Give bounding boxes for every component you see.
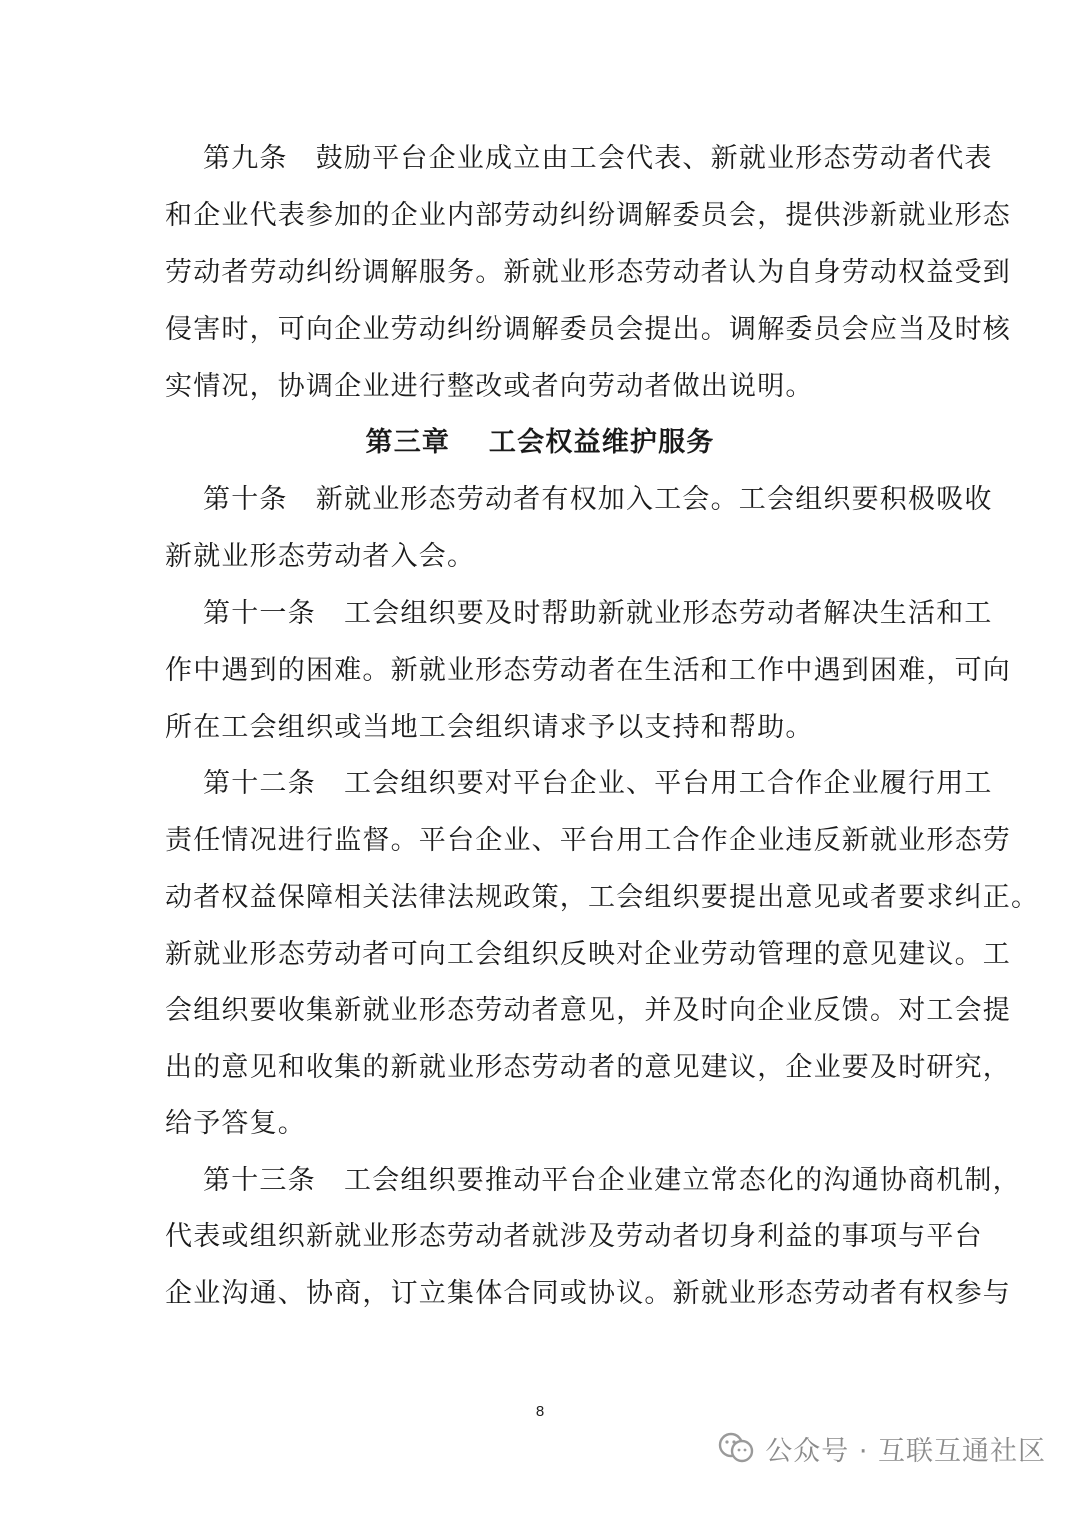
article-12-line-1: 第十二条 工会组织要对平台企业、平台用工合作企业履行用工 [203,768,993,799]
article-11-line-3: 所在工会组织或当地工会组织请求予以支持和帮助。 [165,712,814,743]
article-13-line-1: 第十三条 工会组织要推动平台企业建立常态化的沟通协商机制， [203,1165,1021,1196]
wechat-official-account-icon [717,1431,757,1465]
chapter-heading: 第三章 工会权益维护服务 [365,427,715,458]
article-9-line-4: 侵害时，可向企业劳动纠纷调解委员会提出。调解委员会应当及时核 [165,314,1011,345]
article-13-line-3: 企业沟通、协商，订立集体合同或协议。新就业形态劳动者有权参与 [165,1278,1011,1309]
article-10-line-1: 第十条 新就业形态劳动者有权加入工会。工会组织要积极吸收 [203,484,993,515]
article-12-line-6: 出的意见和收集的新就业形态劳动者的意见建议，企业要及时研究， [165,1052,1011,1083]
watermark-text: 公众号 · 互联互通社区 [765,1435,1046,1467]
article-12-line-4: 新就业形态劳动者可向工会组织反映对企业劳动管理的意见建议。工 [165,939,1011,970]
article-9-line-3: 劳动者劳动纠纷调解服务。新就业形态劳动者认为自身劳动权益受到 [165,257,1011,288]
article-11-line-2: 作中遇到的困难。新就业形态劳动者在生活和工作中遇到困难，可向 [165,655,1011,686]
article-12-line-5: 会组织要收集新就业形态劳动者意见，并及时向企业反馈。对工会提 [165,995,1011,1026]
page-number: 8 [535,1403,545,1420]
article-11-line-1: 第十一条 工会组织要及时帮助新就业形态劳动者解决生活和工 [203,598,993,629]
article-9-line-5: 实情况，协调企业进行整改或者向劳动者做出说明。 [165,371,814,402]
article-10-line-2: 新就业形态劳动者入会。 [165,541,476,572]
article-12-line-2: 责任情况进行监督。平台企业、平台用工合作企业违反新就业形态劳 [165,825,1011,856]
article-12-line-3: 动者权益保障相关法律法规政策，工会组织要提出意见或者要求纠正。 [165,882,1040,913]
article-9-line-2: 和企业代表参加的企业内部劳动纠纷调解委员会，提供涉新就业形态 [165,200,1011,231]
article-13-line-2: 代表或组织新就业形态劳动者就涉及劳动者切身利益的事项与平台 [165,1221,983,1252]
article-12-line-7: 给予答复。 [165,1108,306,1139]
watermark [717,1428,1046,1468]
article-9-line-1: 第九条 鼓励平台企业成立由工会代表、新就业形态劳动者代表 [203,143,993,174]
